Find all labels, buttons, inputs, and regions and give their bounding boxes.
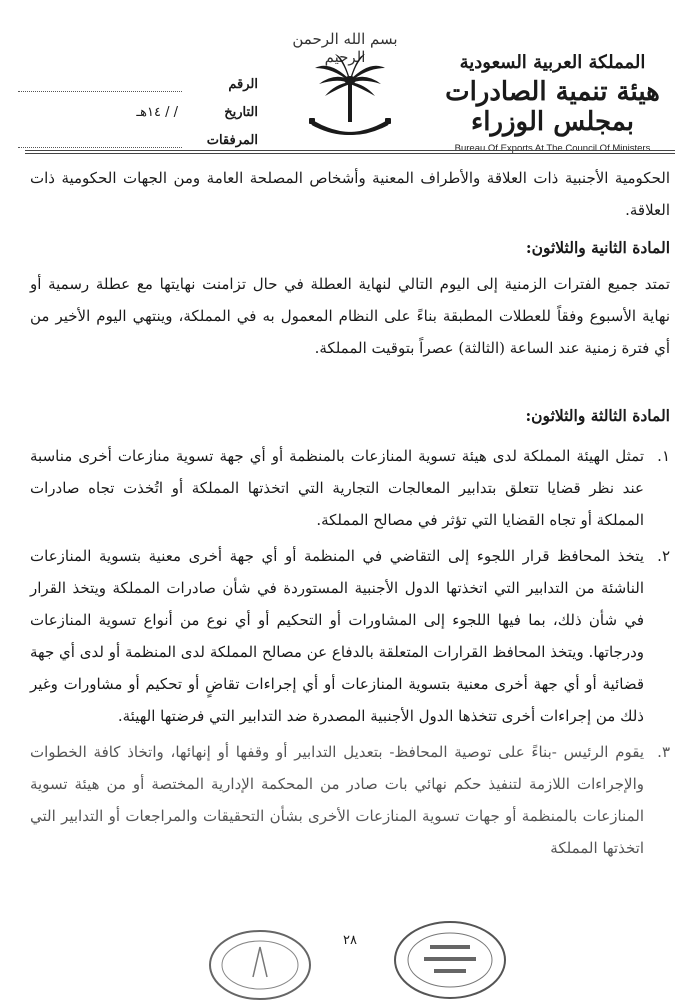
- article-32-text: تمتد جميع الفترات الزمنية إلى اليوم التالي لنهاية العطلة في حال تزامنت نهايتها مع عطلة رسمية أو نهاية الأسبوع وفقاً للعطلات المطبقة بناءً على النظام المعمول به في المملكة، وينتهي اليوم الأخير من أي فترة زمنية عند الساعة (الثالثة) عصراً بتوقيت المملكة.: [30, 275, 670, 357]
- item-text: يتخذ المحافظ قرار اللجوء إلى التقاضي في المنظمة أو أي جهة أخرى معنية بتسوية المنازعات الناشئة من التدابير التي اتخذتها الدول الأجنبية المستوردة في شأن صادرات المملكة ويتخذ القرار في شأن ذلك، بما فيها اللجوء إلى المشاورات أو التحكيم أو أي نوع من أنواع تسوية المنازعات ودرجاتها. ويتخذ المحافظ القرارات المتعلقة بالدفاع عن مصالح المملكة لدى المنظمة أو لدى أي جهة قضائية أو أي جهة أخرى معنية بتسوية المنازعات أو أي إجراءات تقاضٍ أو تحكيم أو مشاورات وغير ذلك من إجراءات أخرى تتخذها الدول الأجنبية المصدرة ضد التدابير التي فرضتها الهيئة.: [30, 547, 644, 725]
- article-32: [30, 234, 670, 364]
- article-33-item-3: [30, 736, 670, 864]
- item-number: ٣.: [657, 743, 670, 761]
- attachments-line: [18, 135, 182, 148]
- intro-paragraph-block: [30, 162, 670, 226]
- article-33-item-1: [30, 440, 670, 536]
- organization-name-arabic: هيئة تنمية الصادرات بمجلس الوزراء: [445, 77, 660, 137]
- item-number: ٢.: [657, 547, 670, 565]
- official-stamp-left-icon: [205, 925, 315, 1000]
- item-text: يقوم الرئيس -بناءً على توصية المحافظ- بتعديل التدابير أو وقفها أو إنهائها، واتخاذ كافة الخطوات والإجراءات اللازمة لتنفيذ حكم نهائي بات صادر من المحكمة الإدارية المختصة أو من هيئة تسوية المنازعات بالمنظمة أو جهات تسوية المنازعات الأخرى بشأن التحقيقات والمراجعات أو التدابير التي اتخذتها المملكة: [30, 743, 644, 857]
- basmala: بسم الله الرحمن الرحيم: [292, 30, 398, 66]
- article-33-heading: المادة الثالثة والثلاثون:: [525, 406, 670, 425]
- date-value: / / ١٤هـ: [136, 105, 178, 120]
- item-number: ١.: [657, 447, 670, 465]
- reference-fields: [18, 64, 258, 148]
- organization-name-english: Bureau Of Exports At The Council Of Ministers: [454, 143, 651, 154]
- article-33-item-2: [30, 540, 670, 732]
- page-number: ٢٨: [343, 933, 357, 948]
- official-stamp-right-icon: [390, 915, 510, 1000]
- header-rule-bottom: [25, 153, 675, 154]
- date-label: التاريخ: [224, 105, 258, 120]
- kingdom-name: المملكة العربية السعودية: [459, 52, 646, 73]
- intro-paragraph: الحكومية الأجنبية ذات العلاقة والأطراف المعنية وأشخاص المصلحة العامة ومن الجهات الحكومية ذات العلاقة.: [30, 169, 670, 219]
- attachments-label: المرفقات: [206, 133, 258, 148]
- organization-header: [440, 52, 665, 154]
- number-field: [18, 64, 258, 92]
- date-field: [18, 92, 258, 120]
- attachments-field: [18, 120, 258, 148]
- item-text: تمثل الهيئة المملكة لدى هيئة تسوية المنازعات بالمنظمة أو أي جهة تسوية منازعات أخرى مناسبة عند نظر قضايا تتعلق بتدابير المعالجات التجارية التي اتخذتها المملكة أو اتُخذت تجاه صادرات المملكة أو تجاه القضايا التي تؤثر في مصالح المملكة.: [30, 447, 644, 529]
- palm-swords-emblem-icon: [305, 52, 395, 144]
- number-line: [18, 79, 182, 92]
- number-label: الرقم: [228, 77, 258, 92]
- article-33: [30, 402, 670, 864]
- article-32-heading: المادة الثانية والثلاثون:: [525, 238, 670, 257]
- header-rule-top: [25, 150, 675, 151]
